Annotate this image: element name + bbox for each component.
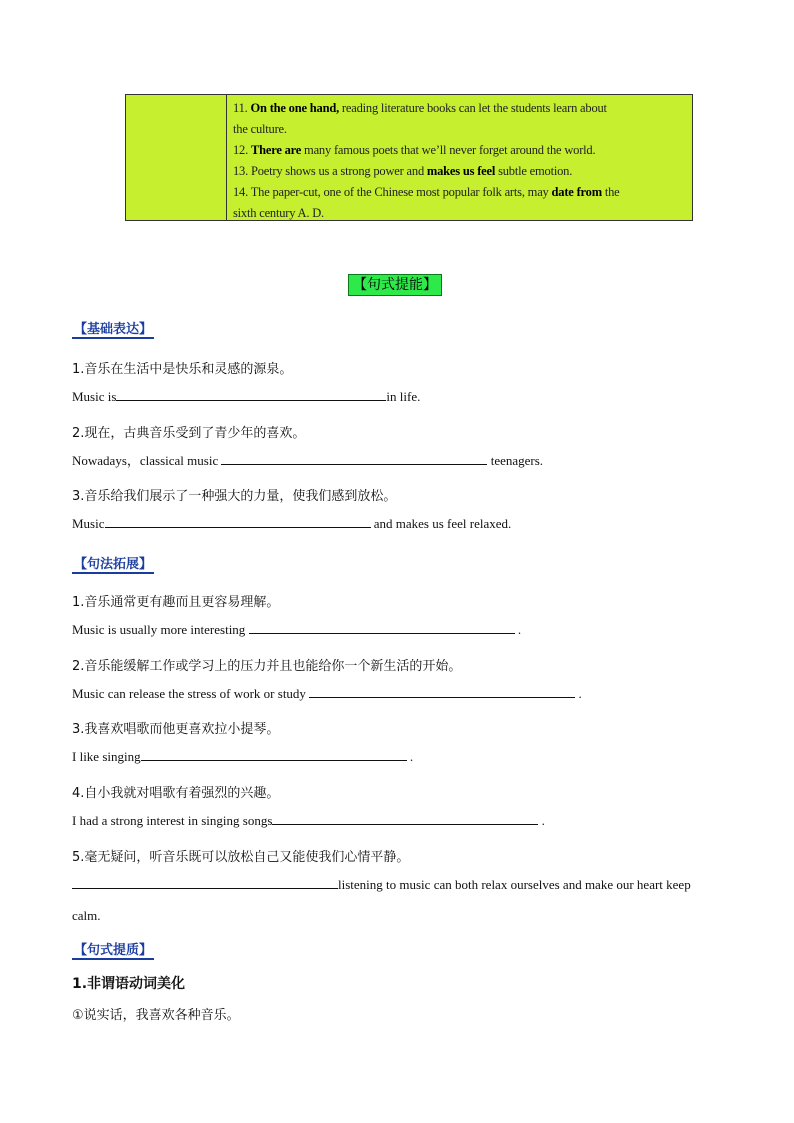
improve-heading: 1.非谓语动词美化 xyxy=(72,976,186,992)
improve-item-1: ①说实话，我喜欢各种音乐。 xyxy=(72,1008,240,1023)
table-row-11-cont: the culture. xyxy=(233,122,287,136)
table-row-14: 14. The paper-cut, one of the Chinese most popular folk arts, may date from the xyxy=(233,185,620,199)
table-row-13: 13. Poetry shows us a strong power and makes us feel subtle emotion. xyxy=(233,164,573,178)
expand-en-1: Music is usually more interesting . xyxy=(72,622,522,637)
expand-cn-5: 5.毫无疑问，听音乐既可以放松自己又能使我们心情平静。 xyxy=(72,850,410,865)
answer-blank[interactable] xyxy=(272,812,538,825)
expand-en-3: I like singing . xyxy=(72,749,414,764)
basic-en-2: Nowadays，classical music teenagers. xyxy=(72,453,544,468)
expand-cn-4: 4.自小我就对唱歌有着强烈的兴趣。 xyxy=(72,786,280,801)
expand-cn-3: 3.我喜欢唱歌而他更喜欢拉小提琴。 xyxy=(72,722,280,737)
answer-blank[interactable] xyxy=(72,876,338,889)
table-content-cell xyxy=(233,98,688,224)
expand-en-5: listening to music can both relax ourselves and make our heart keep xyxy=(72,876,732,894)
basic-cn-2: 2.现在，古典音乐受到了青少年的喜欢。 xyxy=(72,426,306,441)
expand-en-4: I had a strong interest in singing songs . xyxy=(72,813,545,828)
expand-en-5-cont: calm. xyxy=(72,908,101,923)
basic-cn-1: 1.音乐在生活中是快乐和灵感的源泉。 xyxy=(72,362,293,377)
answer-blank[interactable] xyxy=(105,515,371,528)
expand-cn-2: 2.音乐能缓解工作或学习上的压力并且也能给你一个新生活的开始。 xyxy=(72,659,462,674)
table-row-12: 12. There are many famous poets that we’ll never forget around the world. xyxy=(233,143,596,157)
answer-blank[interactable] xyxy=(249,621,515,634)
answer-blank[interactable] xyxy=(116,388,386,401)
answer-blank[interactable] xyxy=(141,748,407,761)
answer-blank[interactable] xyxy=(309,685,575,698)
table-row-14-cont: sixth century A. D. xyxy=(233,206,324,220)
basic-cn-3: 3.音乐给我们展示了一种强大的力量，使我们感到放松。 xyxy=(72,489,397,504)
example-sentences-table xyxy=(125,94,693,221)
basic-en-3: Music and makes us feel relaxed. xyxy=(72,516,512,531)
table-row-11: 11. On the one hand, reading literature books can let the students learn about xyxy=(233,101,607,115)
section-basic-heading: 【基础表达】 xyxy=(74,322,153,337)
section-title-badge: 【句式提能】 xyxy=(348,274,442,296)
expand-cn-1: 1.音乐通常更有趣而且更容易理解。 xyxy=(72,595,280,610)
answer-blank[interactable] xyxy=(221,452,487,465)
basic-en-1: Music is in life. xyxy=(72,389,421,404)
table-column-divider xyxy=(226,95,227,220)
section-expand-heading: 【句法拓展】 xyxy=(74,557,153,572)
expand-en-2: Music can release the stress of work or study . xyxy=(72,686,582,701)
section-improve-heading: 【句式提质】 xyxy=(74,943,153,958)
